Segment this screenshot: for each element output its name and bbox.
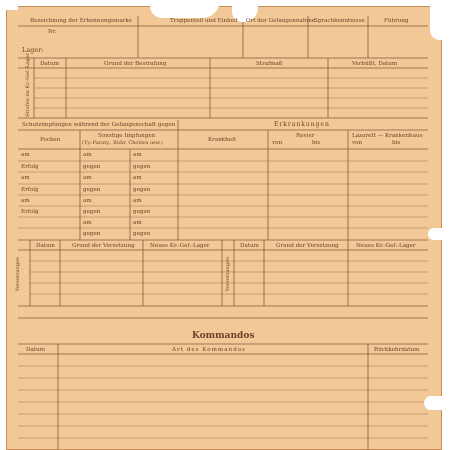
vacc-r3-c1: Erfolg [21, 187, 39, 193]
torn-corner-top-right [430, 0, 450, 40]
vacc-r6-c2: am [83, 220, 92, 226]
vacc-r4-c1: am [21, 198, 30, 204]
header-capture-place: Ort der Gefangennahme [246, 18, 316, 24]
vacc-r1-c2: gegen [83, 164, 101, 170]
vaccination-other-sub: (Ty.-Paraty., Ruhr, Cholera usw.) [82, 140, 163, 146]
header-designation: Bezeichnung der Erkennungsmarke [30, 18, 133, 24]
vacc-r4-c2: am [83, 198, 92, 204]
vacc-r4-c3: am [133, 198, 142, 204]
header-nr: Nr. [48, 29, 57, 35]
kommandos-title: Kommandos [192, 331, 255, 341]
vacc-r7-c2: gegen [83, 231, 101, 237]
transfer-camp-header-left: Neues Kr.-Gef.-Lager [150, 243, 210, 249]
kommandos-return-header: Rückkehrdatum [374, 347, 420, 353]
vacc-r5-c2: gegen [83, 209, 101, 215]
illness-disease-header: Krankheit [208, 137, 237, 143]
punishment-penalty-header: Strafmaß [256, 61, 283, 67]
vacc-r0-c2: am [83, 152, 92, 158]
header-leadership: Führung [384, 18, 409, 24]
torn-corner-top-left [0, 0, 18, 10]
vacc-r2-c1: am [21, 175, 30, 181]
illness-hospital-from: von [352, 140, 363, 146]
kommandos-type-header: Art des Kommandos [172, 347, 247, 353]
transfer-date-header-left: Datum [36, 243, 55, 249]
illness-title: Erkrankungen [274, 121, 330, 128]
illness-hospital-to: bis [392, 140, 401, 146]
vacc-r2-c2: am [83, 175, 92, 181]
header-languages: Sprachkenntnisse [314, 18, 365, 24]
vaccination-other-header: Sonstige Impfungen [98, 133, 156, 139]
illness-infirmary-from: von [272, 140, 283, 146]
transfer-side-label-right: Versetzungen [225, 256, 231, 292]
punishment-served-header: Verbüßt, Datum [352, 61, 398, 67]
vacc-r7-c3: gegen [133, 231, 151, 237]
vacc-r6-c3: am [133, 220, 142, 226]
kommandos-date-header: Datum [26, 347, 45, 353]
vacc-r1-c1: Erfolg [21, 164, 39, 170]
vacc-r0-c1: am [21, 152, 30, 158]
vacc-r5-c1: Erfolg [21, 209, 39, 215]
punishment-date-header: Datum [40, 61, 59, 67]
illness-hospital-header: Lazarett — Krankenhaus [352, 133, 423, 139]
vaccination-pox-header: Pocken [40, 137, 61, 143]
vacc-r1-c3: gegen [133, 164, 151, 170]
transfer-reason-header-right: Grund der Versetzung [276, 243, 339, 249]
vacc-r5-c3: gegen [133, 209, 151, 215]
header-unit: Truppenteil und Einheit [170, 18, 238, 24]
torn-edge-right-lower [424, 396, 450, 410]
illness-infirmary-header: Revier [296, 133, 315, 139]
transfer-camp-header-right: Neues Kr.-Gef.-Lager [356, 243, 416, 249]
vacc-r3-c3: gegen [133, 187, 151, 193]
vacc-r0-c3: am [133, 152, 142, 158]
vacc-r2-c3: am [133, 175, 142, 181]
illness-infirmary-to: bis [312, 140, 321, 146]
transfer-side-label-left: Versetzungen [15, 256, 21, 292]
transfer-date-header-right: Datum [240, 243, 259, 249]
camp-label: Lager: [22, 46, 44, 54]
punishment-side-label: Strafen im Kr.-Gef.-Lager [25, 53, 31, 117]
vaccination-title: Schutzimpfungen während der Gefangenschaft gegen [22, 122, 176, 128]
torn-edge-top [150, 0, 220, 18]
torn-edge-right [428, 228, 450, 240]
vacc-r3-c2: gegen [83, 187, 101, 193]
transfer-reason-header-left: Grund der Versetzung [72, 243, 135, 249]
punishment-reason-header: Grund der Bestrafung [104, 61, 167, 67]
